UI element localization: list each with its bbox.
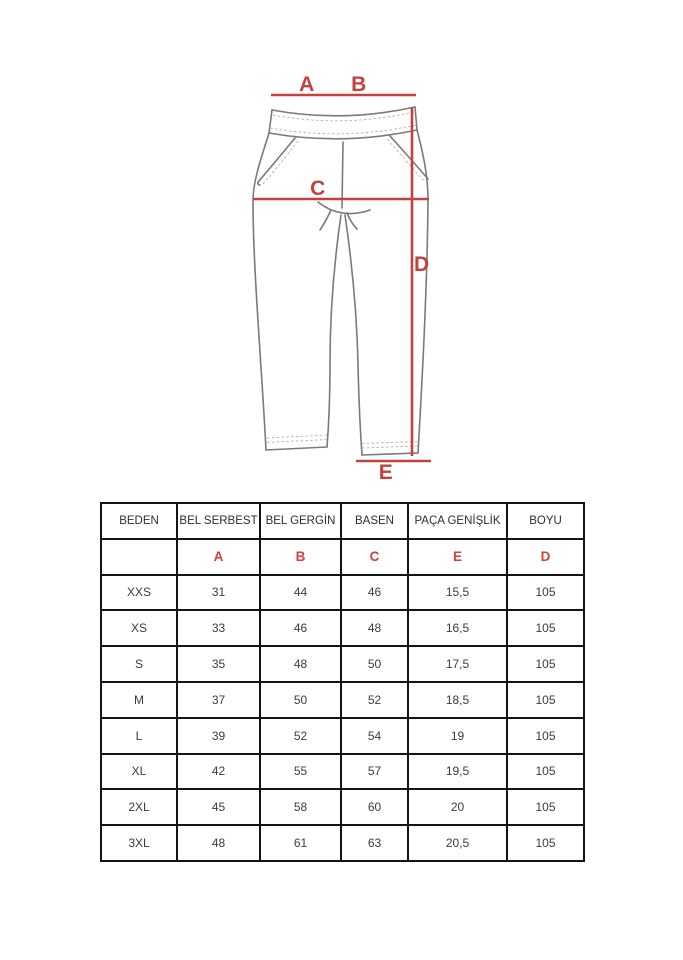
value-cell: 19,5 bbox=[408, 754, 507, 790]
letter-cell-d: D bbox=[507, 539, 584, 575]
value-cell: 15,5 bbox=[408, 575, 507, 611]
header-cell-basen: BASEN bbox=[341, 503, 408, 539]
size-row-s bbox=[101, 646, 584, 682]
value-cell: 105 bbox=[507, 825, 584, 861]
header-cell-beden: BEDEN bbox=[101, 503, 177, 539]
value-cell: 105 bbox=[507, 646, 584, 682]
value-cell: 42 bbox=[177, 754, 260, 790]
value-cell: 46 bbox=[341, 575, 408, 611]
size-cell: L bbox=[101, 718, 177, 754]
size-row-m bbox=[101, 682, 584, 718]
size-row-xxs bbox=[101, 575, 584, 611]
value-cell: 48 bbox=[177, 825, 260, 861]
value-cell: 58 bbox=[260, 789, 341, 825]
value-cell: 37 bbox=[177, 682, 260, 718]
value-cell: 61 bbox=[260, 825, 341, 861]
letter-cell-b: B bbox=[260, 539, 341, 575]
value-cell: 48 bbox=[341, 610, 408, 646]
header-cell-boyu: BOYU bbox=[507, 503, 584, 539]
value-cell: 20 bbox=[408, 789, 507, 825]
drawstring-tie bbox=[318, 202, 370, 230]
value-cell: 52 bbox=[341, 682, 408, 718]
value-cell: 55 bbox=[260, 754, 341, 790]
value-cell: 54 bbox=[341, 718, 408, 754]
value-cell: 105 bbox=[507, 789, 584, 825]
pants-drawing bbox=[228, 68, 440, 484]
value-cell: 48 bbox=[260, 646, 341, 682]
letter-cell bbox=[101, 539, 177, 575]
size-cell: M bbox=[101, 682, 177, 718]
value-cell: 105 bbox=[507, 575, 584, 611]
value-cell: 39 bbox=[177, 718, 260, 754]
size-row-xs bbox=[101, 610, 584, 646]
header-cell-bel-gergin: BEL GERGİN bbox=[260, 503, 341, 539]
size-row-2xl bbox=[101, 789, 584, 825]
value-cell: 20,5 bbox=[408, 825, 507, 861]
value-cell: 57 bbox=[341, 754, 408, 790]
value-cell: 33 bbox=[177, 610, 260, 646]
value-cell: 50 bbox=[260, 682, 341, 718]
value-cell: 105 bbox=[507, 682, 584, 718]
value-cell: 18,5 bbox=[408, 682, 507, 718]
value-cell: 60 bbox=[341, 789, 408, 825]
value-cell: 46 bbox=[260, 610, 341, 646]
size-row-3xl bbox=[101, 825, 584, 861]
value-cell: 31 bbox=[177, 575, 260, 611]
pants-measurement-diagram bbox=[228, 68, 440, 484]
letter-cell-e: E bbox=[408, 539, 507, 575]
value-cell: 44 bbox=[260, 575, 341, 611]
measure-label-c: C bbox=[310, 177, 326, 200]
pants-outline bbox=[253, 107, 428, 455]
size-table-header-row bbox=[101, 503, 584, 539]
value-cell: 19 bbox=[408, 718, 507, 754]
size-cell: 2XL bbox=[101, 789, 177, 825]
pocket-left bbox=[258, 138, 298, 185]
value-cell: 45 bbox=[177, 789, 260, 825]
size-cell: XS bbox=[101, 610, 177, 646]
value-cell: 35 bbox=[177, 646, 260, 682]
size-row-xl bbox=[101, 754, 584, 790]
measure-label-a: A bbox=[299, 73, 315, 96]
size-cell: XXS bbox=[101, 575, 177, 611]
hem-stitching bbox=[267, 435, 418, 448]
size-cell: XL bbox=[101, 754, 177, 790]
value-cell: 16,5 bbox=[408, 610, 507, 646]
letter-cell-a: A bbox=[177, 539, 260, 575]
value-cell: 17,5 bbox=[408, 646, 507, 682]
size-cell: S bbox=[101, 646, 177, 682]
header-cell-paca-genislik: PAÇA GENİŞLİK bbox=[408, 503, 507, 539]
size-row-l bbox=[101, 718, 584, 754]
value-cell: 50 bbox=[341, 646, 408, 682]
measure-label-b: B bbox=[351, 73, 367, 96]
size-cell: 3XL bbox=[101, 825, 177, 861]
letter-cell-c: C bbox=[341, 539, 408, 575]
size-table bbox=[100, 502, 585, 862]
measure-label-d: D bbox=[414, 253, 430, 276]
value-cell: 63 bbox=[341, 825, 408, 861]
value-cell: 105 bbox=[507, 610, 584, 646]
measure-letter-row bbox=[101, 539, 584, 575]
measure-label-e: E bbox=[378, 461, 394, 484]
pocket-right bbox=[387, 136, 428, 181]
value-cell: 105 bbox=[507, 718, 584, 754]
header-cell-bel-serbest: BEL SERBEST bbox=[177, 503, 260, 539]
value-cell: 105 bbox=[507, 754, 584, 790]
value-cell: 52 bbox=[260, 718, 341, 754]
